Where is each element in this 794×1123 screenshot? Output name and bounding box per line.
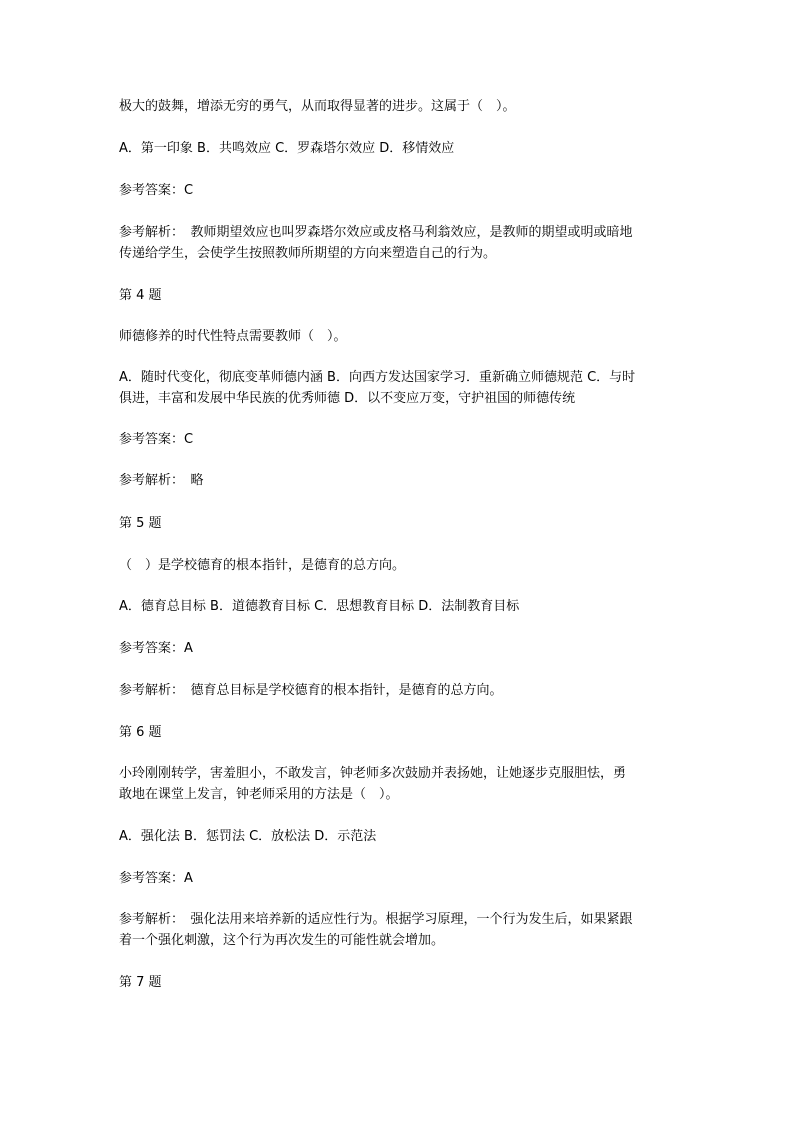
q6-title: 第 6 题 [119,725,162,740]
q5-title: 第 5 题 [119,516,162,531]
q4-options-line1: A．随时代变化，彻底变革师德内涵 B．向西方发达国家学习．重新确立师德规范 C．与时 [119,370,636,385]
q6-answer: 参考答案：A [119,871,193,886]
q6-analysis-line2: 着一个强化刺激，这个行为再次发生的可能性就会增加。 [119,933,445,948]
q5-answer: 参考答案：A [119,641,193,656]
q5-options: A．德育总目标 B．道德教育目标 C．思想教育目标 D．法制教育目标 [119,599,520,614]
q6-analysis-line1: 参考解析： 强化法用来培养新的适应性行为。根据学习原理，一个行为发生后，如果紧跟 [119,912,633,927]
q3-options: A．第一印象 B．共鸣效应 C．罗森塔尔效应 D．移情效应 [119,141,455,156]
q5-stem: （ ）是学校德育的根本指针，是德育的总方向。 [119,558,406,573]
q4-analysis: 参考解析： 略 [119,473,204,488]
q4-title: 第 4 题 [119,288,162,303]
q4-answer: 参考答案：C [119,432,194,447]
q6-stem-line2: 敢地在课堂上发言，钟老师采用的方法是（ ）。 [119,787,399,802]
q3-analysis-line1: 参考解析： 教师期望效应也叫罗森塔尔效应或皮格马利翁效应，是教师的期望或明或暗地 [119,225,633,240]
q6-stem-line1: 小玲刚刚转学，害羞胆小，不敢发言，钟老师多次鼓励并表扬她，让她逐步克服胆怯，勇 [119,766,627,781]
q4-stem: 师德修养的时代性特点需要教师（ ）。 [119,329,347,344]
q7-title: 第 7 题 [119,975,162,990]
q4-options-line2: 俱进，丰富和发展中华民族的优秀师德 D．以不变应万变，守护祖国的师德传统 [119,391,576,406]
q3-stem-tail: 极大的鼓舞，增添无穷的勇气，从而取得显著的进步。这属于（ ）。 [119,99,516,114]
q5-analysis: 参考解析： 德育总目标是学校德育的根本指针，是德育的总方向。 [119,683,503,698]
q3-analysis-line2: 传递给学生，会使学生按照教师所期望的方向来塑造自己的行为。 [119,246,497,261]
q3-answer: 参考答案：C [119,183,194,198]
q6-options: A．强化法 B．惩罚法 C．放松法 D．示范法 [119,829,377,844]
